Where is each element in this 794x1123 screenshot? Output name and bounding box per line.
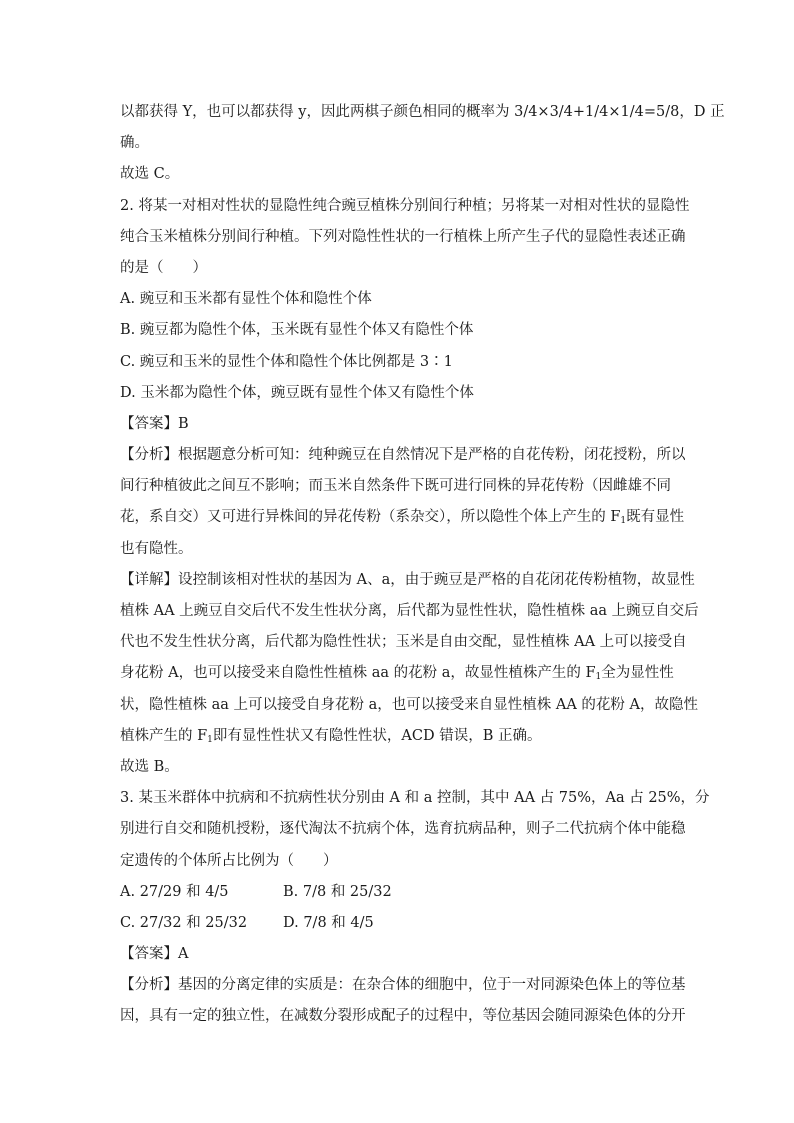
q2-explanation: 【详解】设控制该相对性状的基因为 A、a，由于豌豆是严格的自花闭花传粉植物，故显性 — [120, 571, 695, 588]
q3-option-c: C. 27/32 和 25/32 — [120, 914, 248, 931]
q3-option-d: D. 7/8 和 4/5 — [283, 914, 374, 931]
text-line: 以都获得 Y，也可以都获得 y，因此两棋子颜色相同的概率为 3/4×3/4+1/4×1/4=5/8，D 正 — [120, 104, 725, 120]
q2-option-b: B. 豌豆都为隐性个体，玉米既有显性个体又有隐性个体 — [120, 322, 474, 339]
q3-option-a: A. 27/29 和 4/5 — [120, 883, 229, 900]
answer-conclusion: 故选 B。 — [120, 758, 179, 775]
q3-options-row-2 — [120, 908, 680, 939]
q2-analysis: 间行种植彼此之间互不影响；而玉米自然条件下既可进行同株的异花传粉（因雌雄不同 — [120, 478, 671, 495]
q3-answer: 【答案】A — [120, 946, 189, 963]
question-3-stem: 别进行自交和随机授粉，逐代淘汰不抗病个体，选育抗病品种，则子二代抗病个体中能稳 — [120, 821, 686, 838]
q3-option-b: B. 7/8 和 25/32 — [283, 883, 392, 900]
text-line: 确。 — [120, 135, 149, 152]
q3-analysis: 【分析】基因的分离定律的实质是：在杂合体的细胞中，位于一对同源染色体上的等位基 — [120, 977, 686, 994]
f1-term: $F_1$ — [610, 509, 627, 527]
q2-option-c: C. 豌豆和玉米的显性个体和隐性个体比例都是 3∶1 — [120, 353, 453, 370]
q2-analysis: 花，系自交）又可进行异株间的异花传粉（系杂交），所以隐性个体上产生的 $F_1$既有显性 — [120, 509, 685, 527]
question-2-stem: 2. 将某一对相对性状的显隐性纯合豌豆植株分别间行种植；另将某一对相对性状的显隐性 — [120, 197, 690, 214]
question-2-stem: 纯合玉米植株分别间行种植。下列对隐性性状的一行植株上所产生子代的显隐性表述正确 — [120, 228, 686, 245]
q2-analysis: 也有隐性。 — [120, 540, 193, 557]
q2-explanation: 植株 AA 上豌豆自交后代不发生性状分离，后代都为显性性状，隐性植株 aa 上豌豆自交后 — [120, 603, 699, 619]
f1-term: $F_1$ — [197, 727, 213, 745]
question-3-stem: 定遗传的个体所占比例为（ ） — [120, 852, 338, 869]
q2-option-a: A. 豌豆和玉米都有显性个体和隐性个体 — [120, 291, 372, 308]
q3-analysis: 因，具有一定的独立性，在减数分裂形成配子的过程中，等位基因会随同源染色体的分开 — [120, 1008, 686, 1025]
q2-explanation: 身花粉 A，也可以接受来自隐性性植株 aa 的花粉 a，故显性植株产生的 $F_1$全为显性性 — [120, 665, 674, 683]
q2-analysis: 【分析】根据题意分析可知：纯种豌豆在自然情况下是严格的自花传粉，闭花授粉，所以 — [120, 447, 686, 464]
document-body — [120, 97, 725, 1033]
q2-option-d: D. 玉米都为隐性个体，豌豆既有显性个体又有隐性个体 — [120, 384, 474, 401]
question-2-stem: 的是（ ） — [120, 259, 207, 276]
f1-term: $F_1$ — [585, 665, 602, 683]
answer-conclusion: 故选 C。 — [120, 166, 180, 183]
question-3-stem: 3. 某玉米群体中抗病和不抗病性状分别由 A 和 a 控制，其中 AA 占 75%，Aa 占 25%，分 — [120, 790, 710, 807]
q2-answer: 【答案】B — [120, 415, 189, 432]
q2-explanation: 代也不发生性状分离，后代都为隐性性状；玉米是自由交配，显性植株 AA 上可以接受自 — [120, 634, 687, 651]
q2-explanation: 植株产生的 $F_1$即有显性性状又有隐性性状，ACD 错误，B 正确。 — [120, 727, 542, 745]
q2-explanation: 状，隐性植株 aa 上可以接受自身花粉 a，也可以接受来自显性植株 AA 的花粉 A，故隐性 — [120, 696, 699, 713]
q3-options-row-1 — [120, 877, 680, 908]
